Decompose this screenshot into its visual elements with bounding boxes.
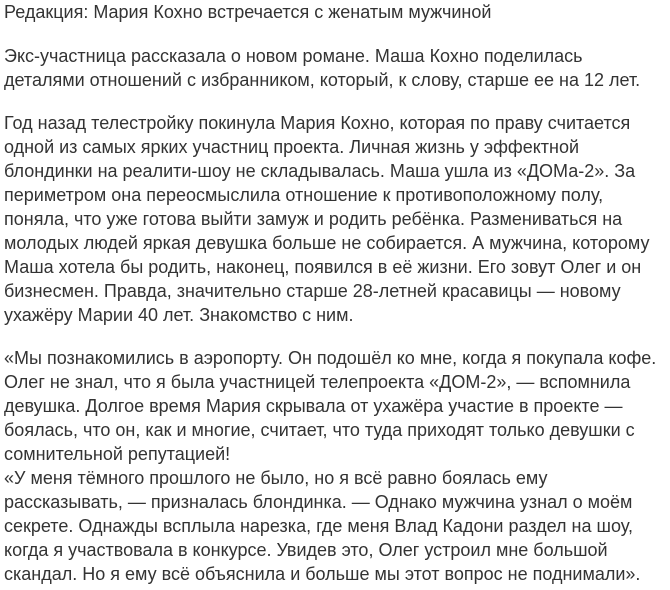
article [4,0,668,586]
article-paragraph-1: Год назад телестройку покинула Мария Кохно, которая по праву считается одной из самых ярких участниц проекта. Личная жизнь у эффектной блондинки на реалити-шоу не складывалась. Маша ушла из «ДОМа-2». За периметром она переосмыслила отношение к противоположному полу, поняла, что уже готова выйти замуж и родить ребёнка. Размениваться на молодых людей яркая девушка больше не собирается. А мужчина, которому Маша хотела бы родить, наконец, появился в её жизни. Его зовут Олег и он бизнесмен. Правда, значительно старше 28-летней красавицы — новому ухажёру Марии 40 лет. Знакомство с ним. [4,113,650,325]
article-lead: Экс-участница рассказала о новом романе. Маша Кохно поделилась деталями отношений с избранником, который, к слову, старше ее на 12 лет. [4,46,641,90]
article-paragraph-2: «Мы познакомились в аэропорту. Он подошёл ко мне, когда я покупала кофе. Олег не знал, что я была участницей телепроекта «ДОМ-2», — вспомнила девушка. Долгое время Мария скрывала от ухажёра участие в проекте — боялась, что он, как и многие, считает, что туда приходят только девушки с сомнительной репутацией! [4,348,657,464]
article-title: Редакция: Мария Кохно встречается с женатым мужчиной [4,2,492,22]
article-paragraph-3: «У меня тёмного прошлого не было, но я всё равно боялась ему рассказывать, — призналась блондинка. — Однако мужчина узнал о моём секрете. Однажды всплыла нарезка, где меня Влад Кадони раздел на шоу, когда я участвовала в конкурсе. Увидев это, Олег устроил мне большой скандал. Но я ему всё объяснила и больше мы этот вопрос не поднимали». [4,468,641,584]
